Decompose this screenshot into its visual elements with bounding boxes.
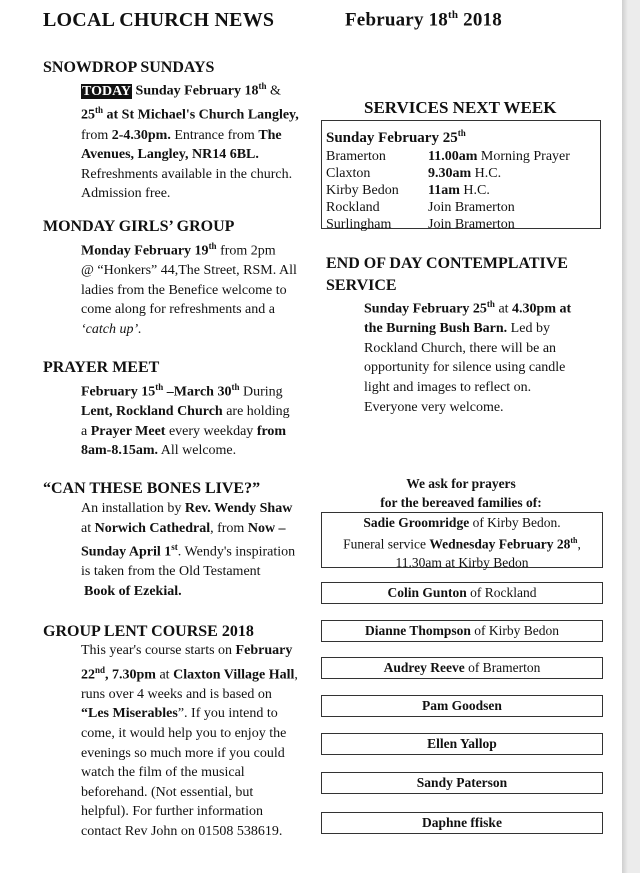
- bereaved-box-first: Sadie Groomridge of Kirby Bedon. Funeral service Wednesday February 28th, 11.30am at Kirby Bedon: [321, 512, 603, 568]
- page-date: February 18th 2018: [345, 9, 502, 31]
- today-badge: TODAY: [82, 83, 132, 99]
- lent-course-body: This year's course starts on February 22nd, 7.30pm at Claxton Village Hall, runs over 4 weeks and is based on “Les Miserables”. If you intend to come, it would help you to enjoy the evenings so much more if you could watch the film of the musical beforehand. (Not essential, but helpful). For further information contact Rev John on 01508 538619.: [81, 643, 298, 839]
- services-box: [321, 120, 601, 232]
- services-heading: SERVICES NEXT WEEK: [364, 98, 557, 117]
- bones-body: An installation by Rev. Wendy Shaw at Norwich Cathedral, from Now – Sunday April 1st. Wendy's inspiration is taken from the Old Testament Book of Ezekial.: [81, 501, 296, 600]
- bereaved-box: Audrey Reeve of Bramerton: [321, 657, 603, 679]
- prayer-meet-heading: PRAYER MEET: [43, 359, 160, 376]
- bereaved-box: Daphne ffiske: [321, 812, 603, 834]
- bereaved-box: Colin Gunton of Rockland: [321, 582, 603, 604]
- contemplative-heading: END OF DAY CONTEMPLATIVE SERVICE: [326, 255, 568, 294]
- service-row: Surlingham Join Bramerton: [326, 217, 515, 232]
- page-edge-shadow: [622, 0, 640, 873]
- girls-group-heading: MONDAY GIRLS’ GROUP: [43, 218, 235, 235]
- bereaved-box: Dianne Thompson of Kirby Bedon: [321, 620, 603, 642]
- page-title: LOCAL CHURCH NEWS: [43, 9, 275, 31]
- service-row: Bramerton 11.00am Morning Prayer: [326, 149, 570, 164]
- bones-heading: “CAN THESE BONES LIVE?”: [43, 480, 261, 497]
- service-row: Rockland Join Bramerton: [326, 200, 515, 215]
- contemplative-body: Sunday February 25th at 4.30pm at the Burning Bush Barn. Led by Rockland Church, there will be an opportunity for silence using candle light and images to reflect on. Everyone very welcome.: [364, 299, 572, 415]
- snowdrop-body: TODAY Sunday February 18th & 25th at St Michael's Church Langley, from 2-4.30pm. Entrance from The Avenues, Langley, NR14 6BL. Refreshments available in the church. Admission free.: [81, 81, 299, 202]
- prayers-heading: We ask for prayers for the bereaved families of:: [380, 476, 542, 510]
- services-date: Sunday February 25th: [326, 128, 466, 146]
- prayer-meet-body: February 15th –March 30th During Lent, Rockland Church are holding a Prayer Meet every weekday from 8am-8.15am. All welcome.: [81, 382, 290, 459]
- snowdrop-heading: SNOWDROP SUNDAYS: [43, 59, 215, 76]
- lent-course-heading: GROUP LENT COURSE 2018: [43, 623, 254, 640]
- bereaved-box: Pam Goodsen: [321, 695, 603, 717]
- service-row: Claxton 9.30am H.C.: [326, 166, 502, 181]
- bereaved-box: Ellen Yallop: [321, 733, 603, 755]
- service-row: Kirby Bedon 11am H.C.: [326, 183, 490, 198]
- girls-group-body: Monday February 19th from 2pm @ “Honkers” 44,The Street, RSM. All ladies from the Benefice welcome to come along for refreshments and a ‘catch up’.: [81, 241, 297, 338]
- bereaved-box: Sandy Paterson: [321, 772, 603, 794]
